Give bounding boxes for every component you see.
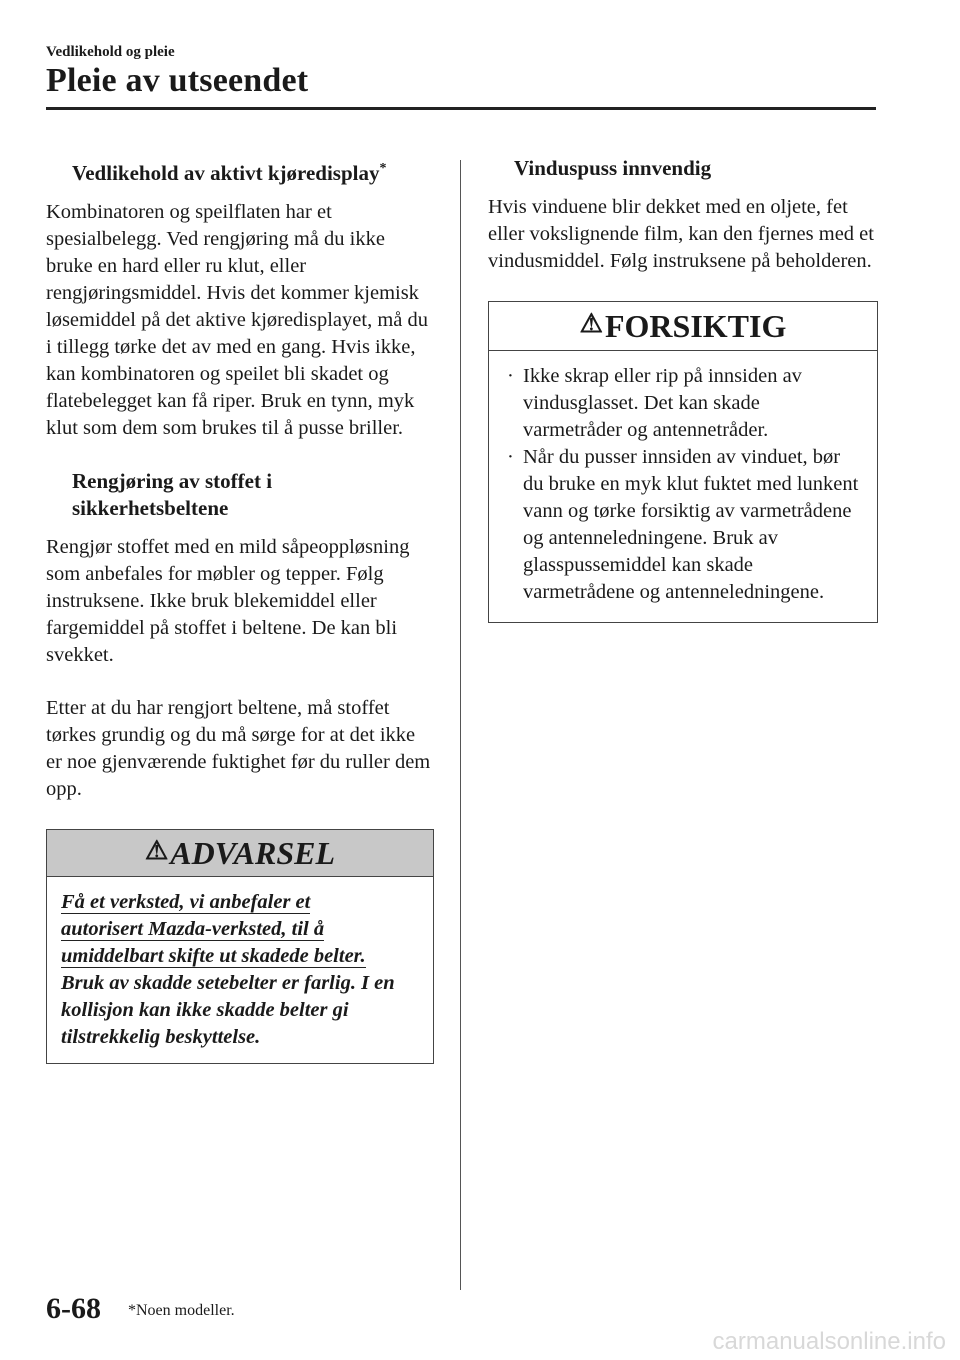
footnote-mark: *	[379, 161, 387, 176]
caution-bullet-text: Når du pusser innsiden av vinduet, bør du bruke en myk klut fuktet med lunkent vann og tørke forsiktig av varmetrådene og antenneledningene. Bruk av glasspussemiddel kan skade varmetrådene og antenneledningene.	[523, 446, 859, 603]
section-heading-display	[72, 155, 434, 187]
warning-header	[47, 830, 433, 877]
chapter-label: Vedlikehold og pleie	[46, 44, 175, 60]
warning-title: ADVARSEL	[170, 834, 336, 871]
bullet-dot-icon: ·	[507, 365, 514, 387]
display-care-paragraph: Kombinatoren og speilflaten har et spesialbelegg. Ved rengjøring må du ikke bruke en hard eller ru klut, eller rengjøringsmiddel. Hvis det kommer kjemisk løsemiddel på det aktive kjøredisplayet, må du i tillegg tørke det av med en gang. Hvis ikke, kan kombinatoren og speilet bli skadet og flatebelegget kan få riper. Bruk en tynn, myk klut som dem som brukes til å pusse briller.	[46, 201, 428, 439]
caution-bullet	[503, 363, 863, 444]
caution-text	[489, 351, 877, 622]
warning-box	[46, 829, 434, 1064]
left-column	[46, 155, 434, 1064]
bullet-dot-icon: ·	[507, 446, 514, 468]
section-heading-display-text: Vedlikehold av aktivt kjøredisplay	[72, 161, 380, 185]
warning-text	[47, 877, 433, 1063]
section-heading-seatbelts: Rengjøring av stoffet i sikkerhetsbeltene	[72, 469, 273, 520]
footnote: *Noen modeller.	[128, 1302, 235, 1319]
title-rule	[46, 107, 876, 110]
warning-line-1: Få et verksted, vi anbefaler et	[61, 891, 311, 913]
watermark: carmanualsonline.info	[712, 1328, 946, 1355]
section-heading-window: Vinduspuss innvendig	[514, 156, 712, 180]
warning-triangle-icon: ⚠	[144, 836, 169, 865]
warning-line-3: umiddelbart skifte ut skadede belter.	[61, 945, 366, 967]
caution-box	[488, 301, 878, 623]
seatbelt-cleaning-paragraph: Rengjør stoffet med en mild såpeoppløsning som anbefales for møbler og tepper. Følg instruksene. Ikke bruk blekemiddel eller fargemiddel på stoffet i beltene. De kan bli svekket.	[46, 536, 410, 666]
page-number: 6-68	[46, 1292, 101, 1325]
warning-rest: Bruk av skadde setebelter er farlig. I en kollisjon kan ikke skadde belter gi tilstrekkelig beskyttelse.	[61, 972, 395, 1048]
caution-bullet-text: Ikke skrap eller rip på innsiden av vindusglasset. Det kan skade varmetråder og antennetråder.	[523, 365, 802, 441]
right-column	[488, 155, 878, 623]
seatbelt-drying-paragraph: Etter at du har rengjort beltene, må stoffet tørkes grundig og du må sørge for at det ikke er noe gjenværende fuktighet før du ruller dem opp.	[46, 697, 431, 800]
window-cleaning-paragraph: Hvis vinduene blir dekket med en oljete, fet eller vokslignende film, kan den fjernes med et vindusmiddel. Følg instruksene på beholderen.	[488, 196, 874, 272]
page-title: Pleie av utseendet	[46, 62, 309, 99]
caution-bullet	[503, 444, 863, 606]
warning-line-2: autorisert Mazda-verksted, til å	[61, 918, 325, 940]
caution-header	[489, 302, 877, 351]
column-divider	[460, 160, 461, 1290]
caution-title: FORSIKTIG	[604, 307, 787, 344]
caution-triangle-icon: ⚠	[579, 309, 603, 338]
